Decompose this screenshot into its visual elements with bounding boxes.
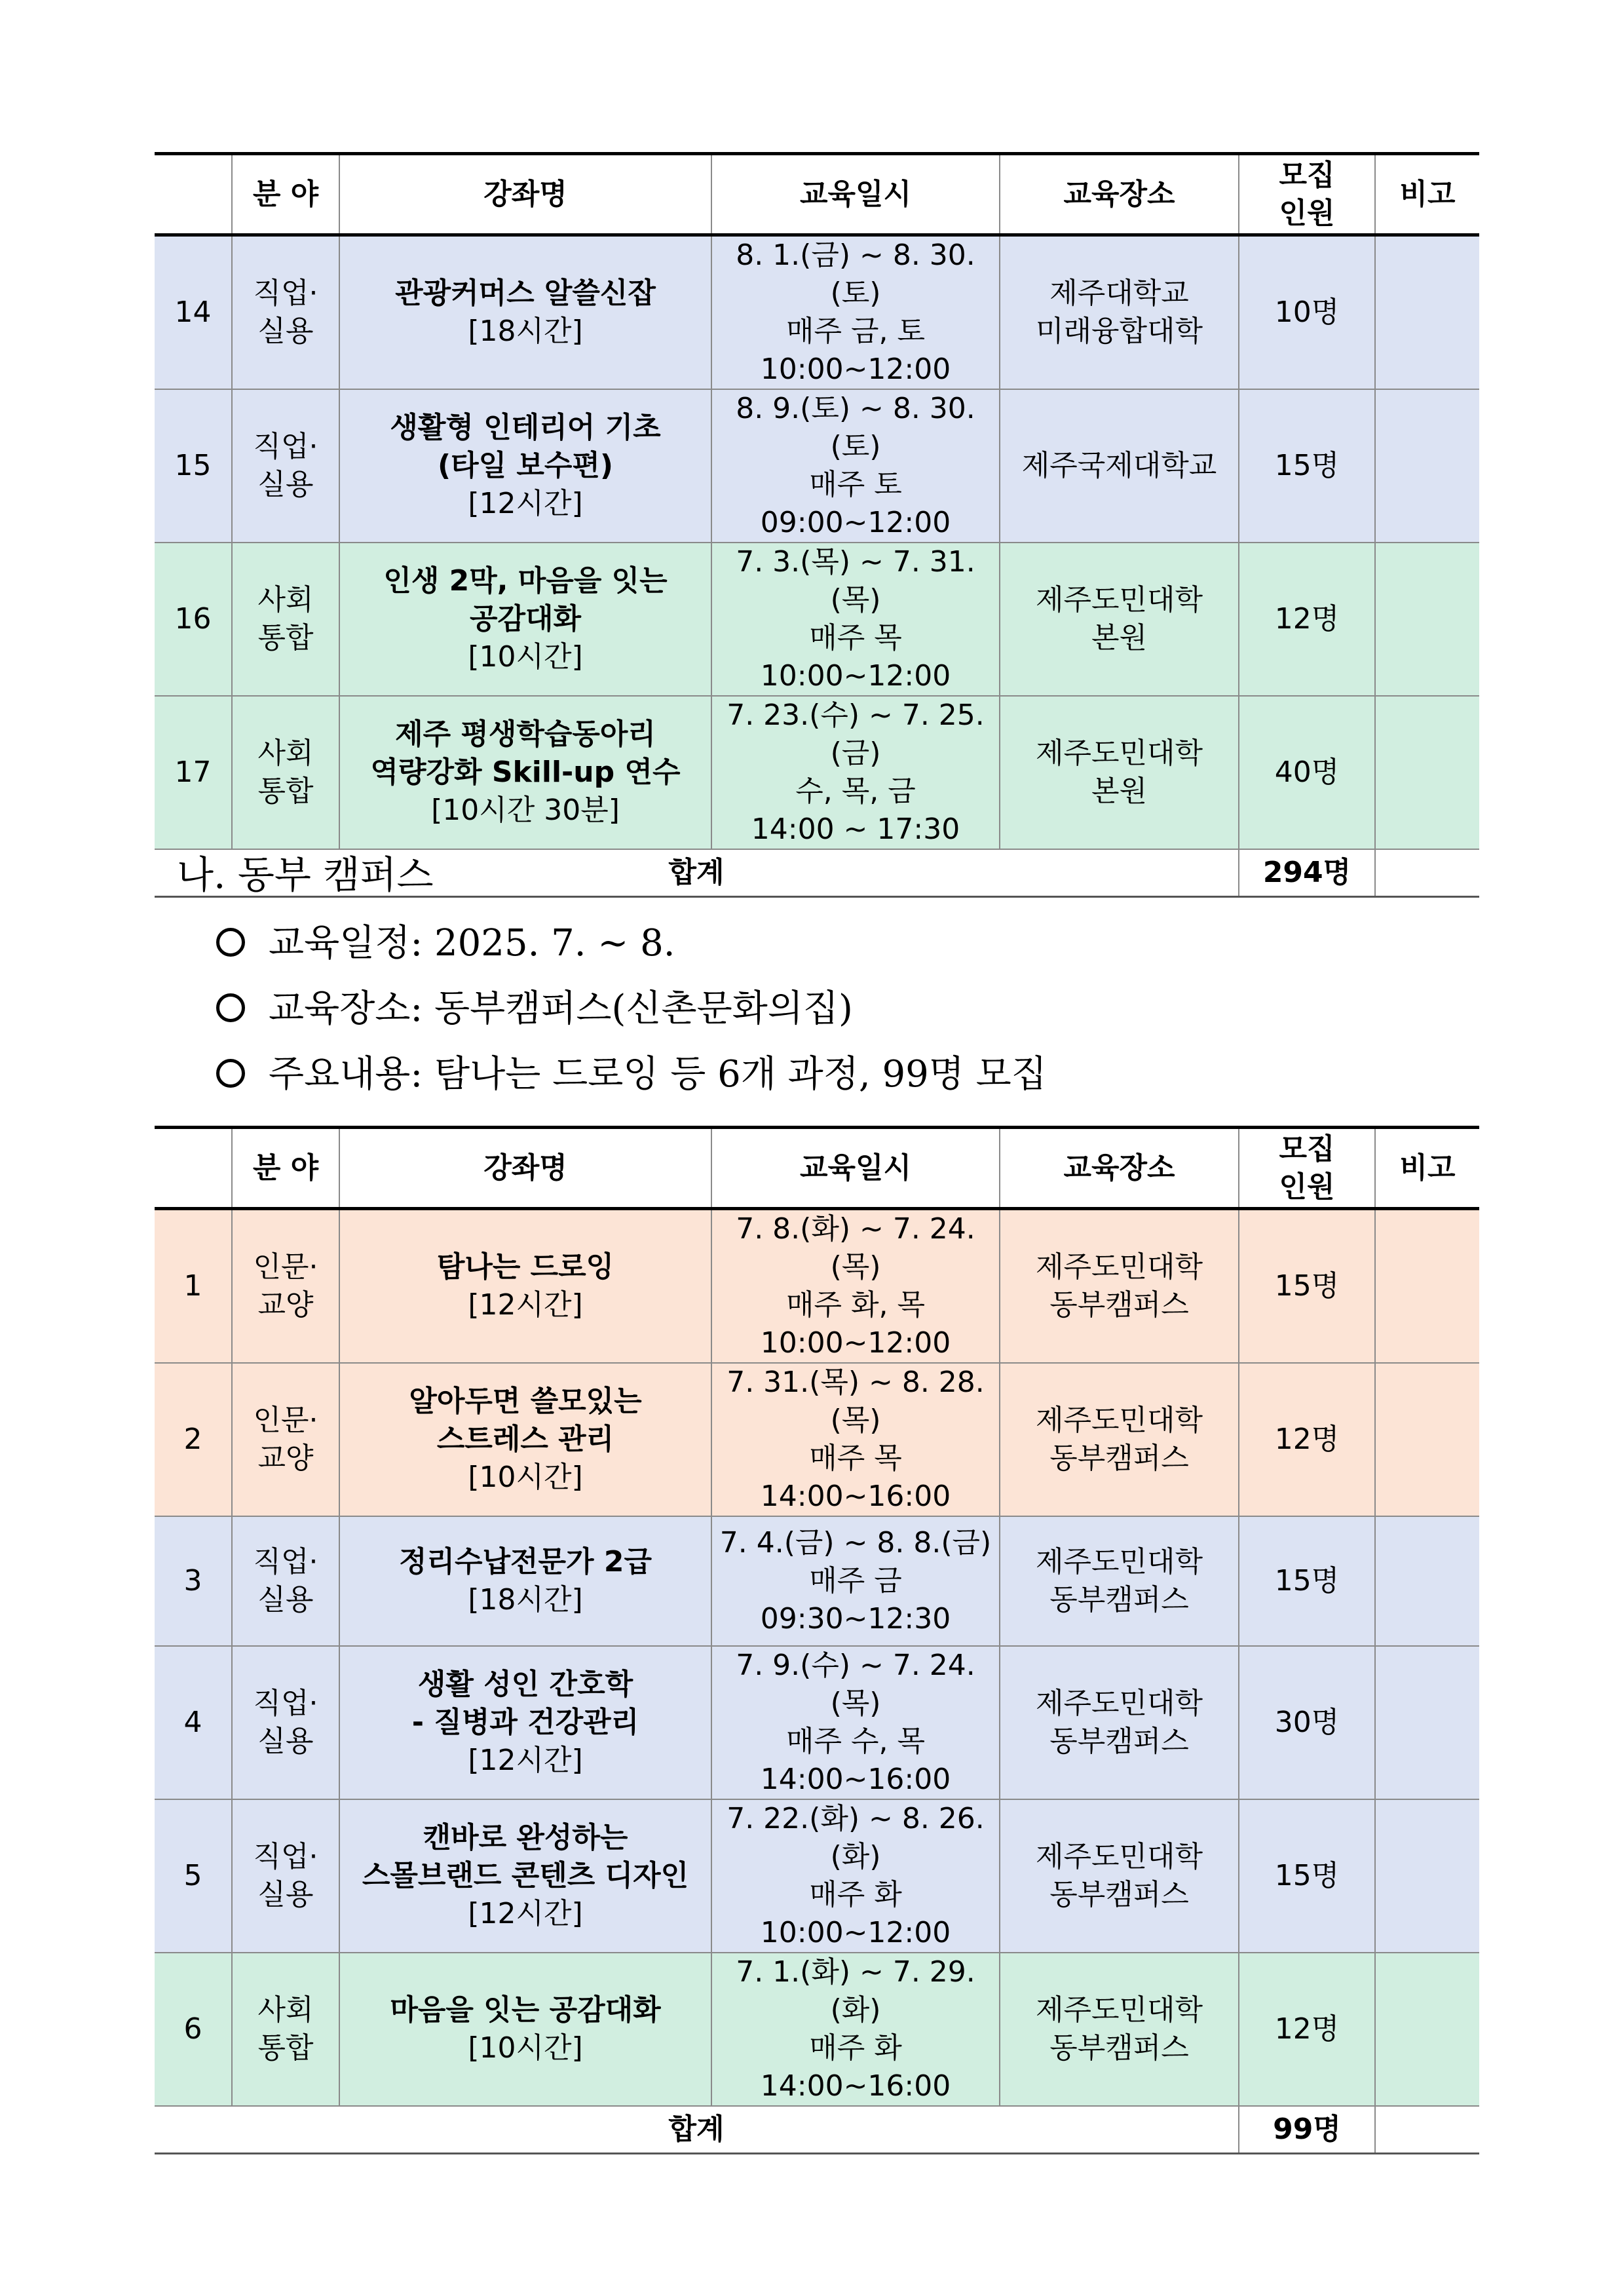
row-place: 제주도민대학 본원 — [1000, 696, 1239, 849]
total-label: 합계 — [155, 2106, 1239, 2153]
row-number: 3 — [155, 1516, 232, 1646]
row-number: 17 — [155, 696, 232, 849]
table-row — [155, 696, 1479, 849]
table-row — [155, 1953, 1479, 2106]
table-row — [155, 1799, 1479, 1953]
row-date: 8. 9.(토) ~ 8. 30.(토) 매주 토 09:00~12:00 — [711, 389, 1000, 543]
row-field: 직업· 실용 — [232, 235, 339, 390]
row-recruit: 30명 — [1239, 1646, 1375, 1799]
row-field: 사회 통합 — [232, 696, 339, 849]
row-field: 인문· 교양 — [232, 1209, 339, 1364]
row-number: 4 — [155, 1646, 232, 1799]
table-header-row — [155, 1128, 1479, 1209]
row-note — [1375, 1646, 1479, 1799]
row-place: 제주국제대학교 — [1000, 389, 1239, 543]
course-table-east-campus — [155, 1126, 1479, 2154]
row-place: 제주도민대학 동부캠퍼스 — [1000, 1209, 1239, 1364]
total-label: 합계 — [155, 849, 1239, 896]
row-date: 7. 4.(금) ~ 8. 8.(금) 매주 금 09:30~12:30 — [711, 1516, 1000, 1646]
table-row — [155, 235, 1479, 390]
row-course: 제주 평생학습동아리 역량강화 Skill-up 연수 [10시간 30분] — [339, 696, 711, 849]
row-place: 제주도민대학 동부캠퍼스 — [1000, 1799, 1239, 1953]
header-note: 비고 — [1375, 1128, 1479, 1209]
table-header-row — [155, 154, 1479, 235]
row-field: 사회 통합 — [232, 1953, 339, 2106]
row-place: 제주도민대학 동부캠퍼스 — [1000, 1646, 1239, 1799]
row-number: 14 — [155, 235, 232, 390]
row-date: 7. 9.(수) ~ 7. 24.(목) 매주 수, 목 14:00~16:00 — [711, 1646, 1000, 1799]
row-course: 관광커머스 알쓸신잡 [18시간] — [339, 235, 711, 390]
table-row — [155, 1363, 1479, 1516]
row-date: 7. 31.(목) ~ 8. 28.(목) 매주 목 14:00~16:00 — [711, 1363, 1000, 1516]
circle-bullet-icon — [216, 993, 245, 1022]
header-place: 교육장소 — [1000, 154, 1239, 235]
table-row — [155, 543, 1479, 696]
row-field: 직업· 실용 — [232, 389, 339, 543]
row-date: 8. 1.(금) ~ 8. 30.(토) 매주 금, 토 10:00~12:00 — [711, 235, 1000, 390]
total-value: 294명 — [1239, 849, 1375, 896]
row-place: 제주대학교 미래융합대학 — [1000, 235, 1239, 390]
row-course: 정리수납전문가 2급 [18시간] — [339, 1516, 711, 1646]
row-course: 생활형 인테리어 기초 (타일 보수편) [12시간] — [339, 389, 711, 543]
row-number: 6 — [155, 1953, 232, 2106]
row-field: 직업· 실용 — [232, 1646, 339, 1799]
row-number: 16 — [155, 543, 232, 696]
header-course: 강좌명 — [339, 1128, 711, 1209]
row-recruit: 12명 — [1239, 543, 1375, 696]
row-course: 마음을 잇는 공감대화 [10시간] — [339, 1953, 711, 2106]
row-number: 1 — [155, 1209, 232, 1364]
row-note — [1375, 1799, 1479, 1953]
row-date: 7. 22.(화) ~ 8. 26.(화) 매주 화 10:00~12:00 — [711, 1799, 1000, 1953]
row-recruit: 10명 — [1239, 235, 1375, 390]
bullet-content: 주요내용: 탐나는 드로잉 등 6개 과정, 99명 모집 — [216, 1052, 1047, 1098]
table-row — [155, 1209, 1479, 1364]
table-row — [155, 389, 1479, 543]
row-place: 제주도민대학 동부캠퍼스 — [1000, 1516, 1239, 1646]
total-note — [1375, 849, 1479, 896]
row-number: 5 — [155, 1799, 232, 1953]
row-course: 캔바로 완성하는 스몰브랜드 콘텐츠 디자인 [12시간] — [339, 1799, 711, 1953]
row-recruit: 15명 — [1239, 1799, 1375, 1953]
header-place: 교육장소 — [1000, 1128, 1239, 1209]
header-recruit: 모집 인원 — [1239, 154, 1375, 235]
row-note — [1375, 235, 1479, 390]
total-value: 99명 — [1239, 2106, 1375, 2153]
row-note — [1375, 1209, 1479, 1364]
table-row — [155, 1516, 1479, 1646]
header-recruit: 모집 인원 — [1239, 1128, 1375, 1209]
row-course: 생활 성인 간호학 - 질병과 건강관리 [12시간] — [339, 1646, 711, 1799]
row-note — [1375, 543, 1479, 696]
row-place: 제주도민대학 동부캠퍼스 — [1000, 1953, 1239, 2106]
row-place: 제주도민대학 본원 — [1000, 543, 1239, 696]
bullet-schedule: 교육일정: 2025. 7. ~ 8. — [216, 921, 675, 966]
row-recruit: 15명 — [1239, 1209, 1375, 1364]
row-number: 15 — [155, 389, 232, 543]
row-recruit: 40명 — [1239, 696, 1375, 849]
row-course: 탐나는 드로잉 [12시간] — [339, 1209, 711, 1364]
row-date: 7. 23.(수) ~ 7. 25.(금) 수, 목, 금 14:00 ~ 17:30 — [711, 696, 1000, 849]
circle-bullet-icon — [216, 1059, 245, 1088]
header-field: 분 야 — [232, 154, 339, 235]
bullet-place: 교육장소: 동부캠퍼스(신촌문화의집) — [216, 986, 853, 1032]
row-recruit: 12명 — [1239, 1953, 1375, 2106]
row-course: 알아두면 쓸모있는 스트레스 관리 [10시간] — [339, 1363, 711, 1516]
header-date: 교육일시 — [711, 154, 1000, 235]
row-field: 인문· 교양 — [232, 1363, 339, 1516]
row-date: 7. 8.(화) ~ 7. 24.(목) 매주 화, 목 10:00~12:00 — [711, 1209, 1000, 1364]
row-field: 직업· 실용 — [232, 1799, 339, 1953]
row-note — [1375, 389, 1479, 543]
header-course: 강좌명 — [339, 154, 711, 235]
header-no — [155, 154, 232, 235]
total-note — [1375, 2106, 1479, 2153]
header-note: 비고 — [1375, 154, 1479, 235]
table-row — [155, 1646, 1479, 1799]
header-no — [155, 1128, 232, 1209]
section-heading: 나. 동부 캠퍼스 — [177, 852, 434, 897]
row-recruit: 15명 — [1239, 1516, 1375, 1646]
header-date: 교육일시 — [711, 1128, 1000, 1209]
row-date: 7. 3.(목) ~ 7. 31.(목) 매주 목 10:00~12:00 — [711, 543, 1000, 696]
row-field: 직업· 실용 — [232, 1516, 339, 1646]
row-note — [1375, 1953, 1479, 2106]
row-recruit: 15명 — [1239, 389, 1375, 543]
course-table-main-campus — [155, 152, 1479, 898]
circle-bullet-icon — [216, 928, 245, 957]
row-field: 사회 통합 — [232, 543, 339, 696]
row-date: 7. 1.(화) ~ 7. 29.(화) 매주 화 14:00~16:00 — [711, 1953, 1000, 2106]
row-course: 인생 2막, 마음을 잇는 공감대화 [10시간] — [339, 543, 711, 696]
row-note — [1375, 696, 1479, 849]
row-recruit: 12명 — [1239, 1363, 1375, 1516]
row-note — [1375, 1516, 1479, 1646]
header-field: 분 야 — [232, 1128, 339, 1209]
row-number: 2 — [155, 1363, 232, 1516]
row-note — [1375, 1363, 1479, 1516]
row-place: 제주도민대학 동부캠퍼스 — [1000, 1363, 1239, 1516]
table-total-row — [155, 2106, 1479, 2153]
